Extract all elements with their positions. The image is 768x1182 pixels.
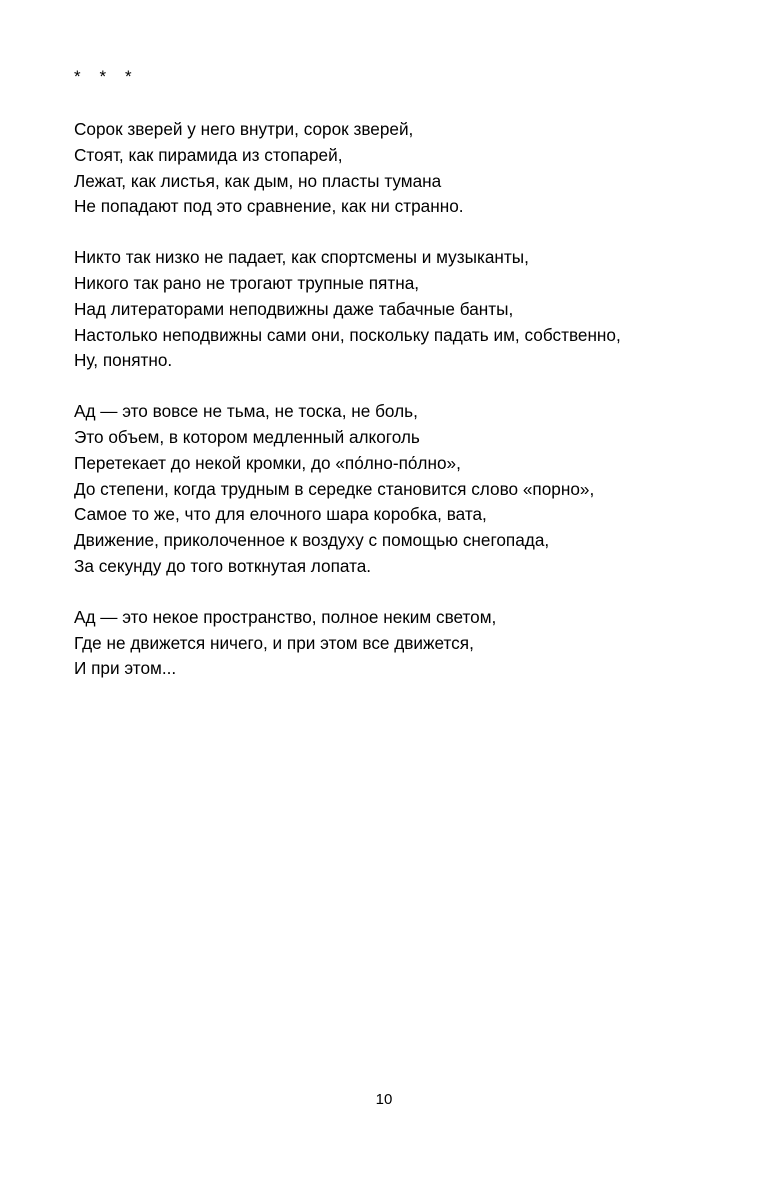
poem-line: Это объем, в котором медленный алкоголь — [74, 426, 420, 447]
poem-line: За секунду до того воткнутая лопата. — [74, 555, 372, 576]
poem-line: Ад — это вовсе не тьма, не тоска, не боль, — [74, 401, 418, 422]
poem-line: Никого так рано не трогают трупные пятна, — [74, 272, 420, 293]
poem-line: До степени, когда трудным в середке становится слово «порно», — [74, 478, 595, 499]
poem-line: Сорок зверей у него внутри, сорок зверей, — [74, 119, 414, 139]
poem-line: Ну, понятно. — [74, 350, 173, 371]
poem-body — [74, 64, 734, 707]
poem-line: И при этом... — [74, 658, 177, 679]
poem-line: Ад — это некое пространство, полное неким светом, — [74, 606, 497, 627]
poem-line: Лежат, как листья, как дым, но пласты тумана — [74, 170, 442, 191]
page-number: 10 — [375, 1091, 393, 1108]
stanza-4 — [74, 605, 734, 682]
poem-line: Стоят, как пирамида из стопарей, — [74, 144, 343, 165]
stanza-1 — [74, 117, 734, 220]
poem-line: Движение, приколоченное к воздуху с помощью снегопада, — [74, 530, 550, 551]
poem-line: Где не движется ничего, и при этом все движется, — [74, 632, 474, 653]
section-separator: * * * — [74, 67, 132, 86]
poem-line: Перетекает до некой кромки, до «по́лно-по́лно», — [74, 452, 461, 473]
stanza-2 — [74, 245, 734, 374]
poem-line: Над литераторами неподвижны даже табачные банты, — [74, 298, 514, 319]
poem-line: Не попадают под это сравнение, как ни странно. — [74, 196, 464, 217]
stanza-3 — [74, 399, 734, 580]
poem-line: Никто так низко не падает, как спортсмены и музыканты, — [74, 247, 529, 268]
poem-line: Настолько неподвижны сами они, поскольку падать им, собственно, — [74, 324, 621, 345]
poem-line: Самое то же, что для елочного шара коробка, вата, — [74, 504, 487, 525]
